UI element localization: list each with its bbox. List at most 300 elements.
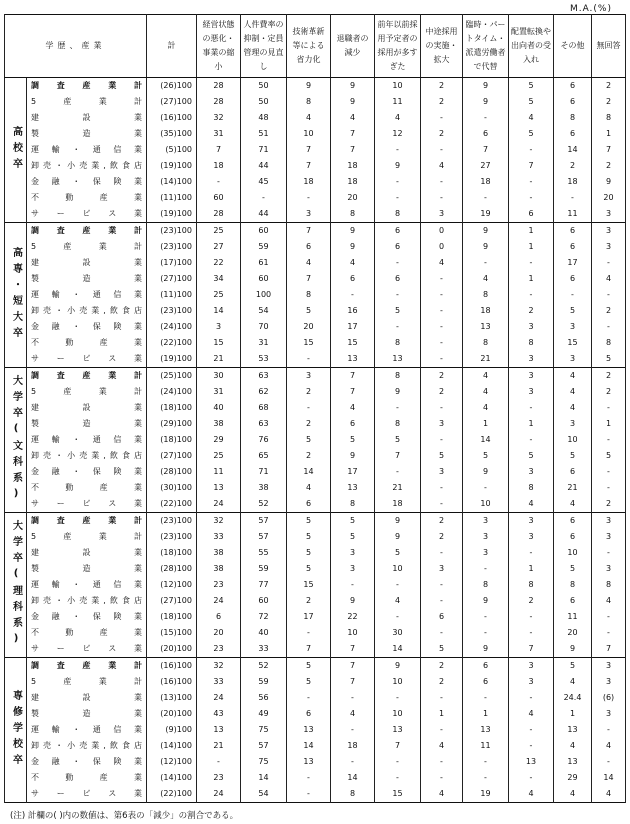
value-cell: 5 (375, 545, 421, 561)
value-cell: 6 (554, 223, 592, 240)
value-cell: 8 (287, 94, 331, 110)
industry-label: 金融・保険業 (27, 609, 147, 625)
value-cell: 1 (509, 239, 554, 255)
value-cell: 8 (375, 416, 421, 432)
total-cell: (19)100 (147, 206, 197, 223)
value-cell: - (375, 142, 421, 158)
total-cell: (17)100 (147, 255, 197, 271)
value-cell: 2 (421, 126, 463, 142)
table-body (5, 78, 626, 803)
value-cell: 7 (375, 448, 421, 464)
value-cell: 6 (463, 126, 509, 142)
value-cell: 6 (463, 674, 509, 690)
value-cell: 14 (554, 142, 592, 158)
value-cell: 7 (287, 142, 331, 158)
table-row (5, 400, 626, 416)
industry-label: 調査産業計 (27, 368, 147, 385)
value-cell: 1 (421, 706, 463, 722)
value-cell: 7 (592, 641, 626, 658)
table-row (5, 786, 626, 803)
value-cell: 3 (509, 464, 554, 480)
value-cell: 57 (241, 529, 287, 545)
value-cell: 10 (375, 78, 421, 95)
value-cell: 60 (241, 223, 287, 240)
value-cell: - (463, 625, 509, 641)
value-cell: 5 (592, 351, 626, 368)
value-cell: - (463, 754, 509, 770)
header-col: その他 (554, 15, 592, 78)
industry-label: 建設業 (27, 690, 147, 706)
value-cell: 3 (509, 368, 554, 385)
value-cell: 4 (331, 706, 375, 722)
value-cell: 7 (592, 142, 626, 158)
value-cell: 5 (421, 448, 463, 464)
table-row (5, 158, 626, 174)
value-cell: 21 (197, 351, 241, 368)
value-cell: 24.4 (554, 690, 592, 706)
value-cell: 5 (287, 529, 331, 545)
value-cell: 1 (463, 416, 509, 432)
table-row (5, 94, 626, 110)
value-cell: 2 (592, 78, 626, 95)
value-cell: 9 (463, 78, 509, 95)
value-cell: 9 (331, 239, 375, 255)
value-cell: 5 (375, 303, 421, 319)
value-cell: 15 (197, 335, 241, 351)
value-cell: 5 (331, 513, 375, 530)
value-cell: 2 (421, 513, 463, 530)
value-cell: 10 (463, 496, 509, 513)
value-cell: - (421, 142, 463, 158)
value-cell: 14 (375, 641, 421, 658)
value-cell: - (592, 754, 626, 770)
value-cell: - (421, 770, 463, 786)
value-cell: 3 (463, 513, 509, 530)
total-cell: (14)100 (147, 770, 197, 786)
header-col: 無回答 (592, 15, 626, 78)
value-cell: 14 (287, 464, 331, 480)
total-cell: (14)100 (147, 174, 197, 190)
value-cell: 71 (241, 464, 287, 480)
value-cell: 44 (241, 158, 287, 174)
value-cell: 3 (592, 529, 626, 545)
value-cell: - (287, 400, 331, 416)
value-cell: 4 (421, 738, 463, 754)
value-cell: 8 (331, 786, 375, 803)
value-cell: 1 (554, 706, 592, 722)
value-cell: 6 (554, 239, 592, 255)
value-cell: - (375, 464, 421, 480)
total-cell: (15)100 (147, 625, 197, 641)
value-cell: 5 (554, 658, 592, 675)
value-cell: 15 (554, 335, 592, 351)
value-cell: 1 (463, 706, 509, 722)
value-cell: - (463, 480, 509, 496)
value-cell: - (197, 174, 241, 190)
value-cell: 7 (331, 384, 375, 400)
value-cell: - (554, 190, 592, 206)
value-cell: 9 (331, 223, 375, 240)
table-row (5, 384, 626, 400)
value-cell: 2 (421, 674, 463, 690)
value-cell: (6) (592, 690, 626, 706)
value-cell: 18 (554, 174, 592, 190)
value-cell: 21 (463, 351, 509, 368)
value-cell: 18 (463, 303, 509, 319)
value-cell: 11 (197, 464, 241, 480)
value-cell: 49 (241, 706, 287, 722)
value-cell: 40 (241, 625, 287, 641)
table-row (5, 368, 626, 385)
value-cell: 11 (463, 738, 509, 754)
value-cell: 52 (241, 658, 287, 675)
table-row (5, 722, 626, 738)
value-cell: 3 (509, 529, 554, 545)
table-row (5, 609, 626, 625)
value-cell: 3 (554, 319, 592, 335)
industry-label: 建設業 (27, 110, 147, 126)
industry-label: 金融・保険業 (27, 319, 147, 335)
value-cell: 4 (554, 674, 592, 690)
industry-label: 製造業 (27, 271, 147, 287)
value-cell: 8 (592, 577, 626, 593)
total-cell: (18)100 (147, 545, 197, 561)
table-row (5, 754, 626, 770)
value-cell: - (421, 496, 463, 513)
value-cell: 33 (197, 529, 241, 545)
value-cell: 8 (554, 110, 592, 126)
value-cell: 53 (241, 351, 287, 368)
value-cell: 13 (197, 480, 241, 496)
table-row (5, 223, 626, 240)
value-cell: 9 (463, 641, 509, 658)
value-cell: 13 (509, 754, 554, 770)
value-cell: 65 (241, 448, 287, 464)
value-cell: - (463, 561, 509, 577)
value-cell: 2 (509, 593, 554, 609)
value-cell: - (375, 287, 421, 303)
value-cell: 20 (592, 190, 626, 206)
header-col: 臨時・パートタイム・派遣労働者で代替 (463, 15, 509, 78)
industry-label: サービス業 (27, 351, 147, 368)
group-label: 大学卒(理科系) (5, 513, 27, 658)
industry-label: 卸売・小売業,飲食店 (27, 303, 147, 319)
value-cell: 6 (287, 496, 331, 513)
value-cell: 6 (509, 206, 554, 223)
value-cell: - (592, 480, 626, 496)
value-cell: 2 (592, 496, 626, 513)
value-cell: 8 (287, 287, 331, 303)
value-cell: 4 (592, 786, 626, 803)
table-row (5, 496, 626, 513)
value-cell: 5 (509, 78, 554, 95)
value-cell: 6 (554, 513, 592, 530)
total-cell: (20)100 (147, 641, 197, 658)
value-cell: 50 (241, 94, 287, 110)
value-cell: 29 (554, 770, 592, 786)
value-cell: 3 (592, 706, 626, 722)
value-cell: 6 (554, 94, 592, 110)
value-cell: 38 (197, 416, 241, 432)
total-cell: (11)100 (147, 190, 197, 206)
value-cell: 7 (463, 142, 509, 158)
total-cell: (13)100 (147, 690, 197, 706)
value-cell: - (463, 690, 509, 706)
value-cell: 29 (197, 432, 241, 448)
header-total: 計 (147, 15, 197, 78)
industry-label: 卸売・小売業,飲食店 (27, 448, 147, 464)
value-cell: - (509, 545, 554, 561)
value-cell: - (331, 754, 375, 770)
value-cell: - (592, 255, 626, 271)
industry-label: サービス業 (27, 786, 147, 803)
value-cell: 23 (197, 770, 241, 786)
value-cell: 5 (421, 641, 463, 658)
value-cell: 5 (287, 674, 331, 690)
value-cell: 4 (592, 593, 626, 609)
value-cell: 9 (463, 223, 509, 240)
value-cell: 61 (241, 255, 287, 271)
value-cell: 5 (554, 448, 592, 464)
table-row (5, 142, 626, 158)
table-row (5, 432, 626, 448)
value-cell: 23 (197, 641, 241, 658)
value-cell: 6 (197, 609, 241, 625)
value-cell: 18 (463, 174, 509, 190)
value-cell: 4 (509, 110, 554, 126)
value-cell: 2 (287, 593, 331, 609)
industry-label: 製造業 (27, 416, 147, 432)
header-row (5, 15, 626, 78)
value-cell: - (421, 432, 463, 448)
table-row (5, 78, 626, 95)
value-cell: 13 (463, 319, 509, 335)
table-row (5, 464, 626, 480)
value-cell: 100 (241, 287, 287, 303)
total-cell: (18)100 (147, 400, 197, 416)
value-cell: 1 (509, 561, 554, 577)
industry-label: 不動産業 (27, 480, 147, 496)
value-cell: 76 (241, 432, 287, 448)
value-cell: 19 (463, 786, 509, 803)
data-table (4, 14, 626, 803)
industry-label: 運輸・通信業 (27, 432, 147, 448)
value-cell: 5 (592, 448, 626, 464)
table-row (5, 448, 626, 464)
value-cell: - (509, 190, 554, 206)
value-cell: 24 (197, 593, 241, 609)
value-cell: 72 (241, 609, 287, 625)
value-cell: 54 (241, 303, 287, 319)
value-cell: 5 (554, 561, 592, 577)
value-cell: - (509, 770, 554, 786)
total-cell: (16)100 (147, 110, 197, 126)
total-cell: (27)100 (147, 94, 197, 110)
value-cell: 27 (197, 239, 241, 255)
value-cell: 11 (554, 206, 592, 223)
value-cell: 1 (592, 126, 626, 142)
value-cell: 63 (241, 416, 287, 432)
value-cell: 6 (331, 271, 375, 287)
value-cell: 4 (287, 110, 331, 126)
value-cell: 13 (197, 722, 241, 738)
value-cell: 25 (197, 223, 241, 240)
table-row (5, 577, 626, 593)
group-label: 高校卒 (5, 78, 27, 223)
value-cell: - (287, 190, 331, 206)
total-cell: (19)100 (147, 351, 197, 368)
value-cell: 16 (331, 303, 375, 319)
value-cell: 60 (241, 593, 287, 609)
value-cell: 4 (592, 738, 626, 754)
value-cell: 18 (197, 158, 241, 174)
value-cell: 0 (421, 223, 463, 240)
total-cell: (19)100 (147, 158, 197, 174)
table-row (5, 658, 626, 675)
value-cell: 4 (375, 593, 421, 609)
value-cell: 23 (197, 577, 241, 593)
value-cell: 10 (554, 432, 592, 448)
table-row (5, 513, 626, 530)
value-cell: 4 (592, 271, 626, 287)
value-cell: 18 (331, 174, 375, 190)
value-cell: - (375, 255, 421, 271)
value-cell: - (463, 190, 509, 206)
value-cell: 68 (241, 400, 287, 416)
value-cell: 1 (592, 416, 626, 432)
value-cell: 10 (331, 625, 375, 641)
table-row (5, 110, 626, 126)
value-cell: - (509, 609, 554, 625)
value-cell: 10 (554, 545, 592, 561)
value-cell: - (421, 303, 463, 319)
value-cell: 3 (509, 658, 554, 675)
value-cell: 22 (331, 609, 375, 625)
value-cell: 15 (287, 335, 331, 351)
value-cell: 62 (241, 384, 287, 400)
value-cell: - (375, 400, 421, 416)
value-cell: - (463, 110, 509, 126)
value-cell: - (592, 287, 626, 303)
value-cell: 13 (554, 754, 592, 770)
total-cell: (29)100 (147, 416, 197, 432)
value-cell: - (331, 577, 375, 593)
total-cell: (9)100 (147, 722, 197, 738)
table-row (5, 738, 626, 754)
industry-label: 不動産業 (27, 770, 147, 786)
value-cell: 5 (463, 448, 509, 464)
table-row (5, 561, 626, 577)
table-row (5, 529, 626, 545)
value-cell: 13 (331, 351, 375, 368)
value-cell: 57 (241, 513, 287, 530)
industry-label: 製造業 (27, 706, 147, 722)
total-cell: (25)100 (147, 368, 197, 385)
value-cell: 0 (421, 239, 463, 255)
value-cell: 10 (375, 706, 421, 722)
value-cell: 4 (463, 400, 509, 416)
value-cell: - (421, 287, 463, 303)
value-cell: - (509, 400, 554, 416)
value-cell: 8 (331, 496, 375, 513)
total-cell: (30)100 (147, 480, 197, 496)
value-cell: 2 (592, 94, 626, 110)
value-cell: 24 (197, 496, 241, 513)
value-cell: 8 (592, 335, 626, 351)
value-cell: 7 (331, 658, 375, 675)
value-cell: 28 (197, 78, 241, 95)
total-cell: (23)100 (147, 529, 197, 545)
value-cell: - (375, 577, 421, 593)
value-cell: 12 (375, 126, 421, 142)
value-cell: - (287, 351, 331, 368)
value-cell: - (375, 754, 421, 770)
total-cell: (23)100 (147, 513, 197, 530)
value-cell: 8 (509, 577, 554, 593)
value-cell: 4 (375, 110, 421, 126)
value-cell: 8 (509, 480, 554, 496)
value-cell: 3 (592, 658, 626, 675)
value-cell: 4 (331, 110, 375, 126)
value-cell: 14 (197, 303, 241, 319)
value-cell: 9 (375, 529, 421, 545)
value-cell: 17 (287, 609, 331, 625)
value-cell: 2 (421, 529, 463, 545)
value-cell: 6 (287, 239, 331, 255)
value-cell: 8 (375, 368, 421, 385)
value-cell: - (421, 722, 463, 738)
value-cell: 24 (197, 690, 241, 706)
header-col: 技術革新等による省力化 (287, 15, 331, 78)
value-cell: 10 (287, 126, 331, 142)
value-cell: 2 (421, 368, 463, 385)
value-cell: 8 (463, 287, 509, 303)
industry-label: 5産業計 (27, 384, 147, 400)
value-cell: - (331, 690, 375, 706)
value-cell: 2 (287, 416, 331, 432)
value-cell: 7 (287, 223, 331, 240)
value-cell: 13 (287, 754, 331, 770)
value-cell: 9 (463, 94, 509, 110)
value-cell: 9 (331, 94, 375, 110)
value-cell: 50 (241, 78, 287, 95)
value-cell: 3 (421, 561, 463, 577)
value-cell: 20 (197, 625, 241, 641)
value-cell: - (421, 400, 463, 416)
value-cell: - (241, 190, 287, 206)
value-cell: 2 (592, 368, 626, 385)
value-cell: - (509, 255, 554, 271)
value-cell: 4 (331, 400, 375, 416)
value-cell: 3 (509, 319, 554, 335)
value-cell: 27 (463, 158, 509, 174)
table-row (5, 625, 626, 641)
industry-label: 運輸・通信業 (27, 577, 147, 593)
industry-label: 不動産業 (27, 190, 147, 206)
table-row (5, 303, 626, 319)
value-cell: - (592, 609, 626, 625)
value-cell: 31 (197, 126, 241, 142)
value-cell: 8 (509, 335, 554, 351)
value-cell: 25 (197, 287, 241, 303)
value-cell: 4 (421, 255, 463, 271)
industry-label: 金融・保険業 (27, 754, 147, 770)
value-cell: 9 (375, 658, 421, 675)
value-cell: 3 (421, 416, 463, 432)
value-cell: 15 (287, 577, 331, 593)
industry-label: 製造業 (27, 561, 147, 577)
value-cell: 75 (241, 722, 287, 738)
